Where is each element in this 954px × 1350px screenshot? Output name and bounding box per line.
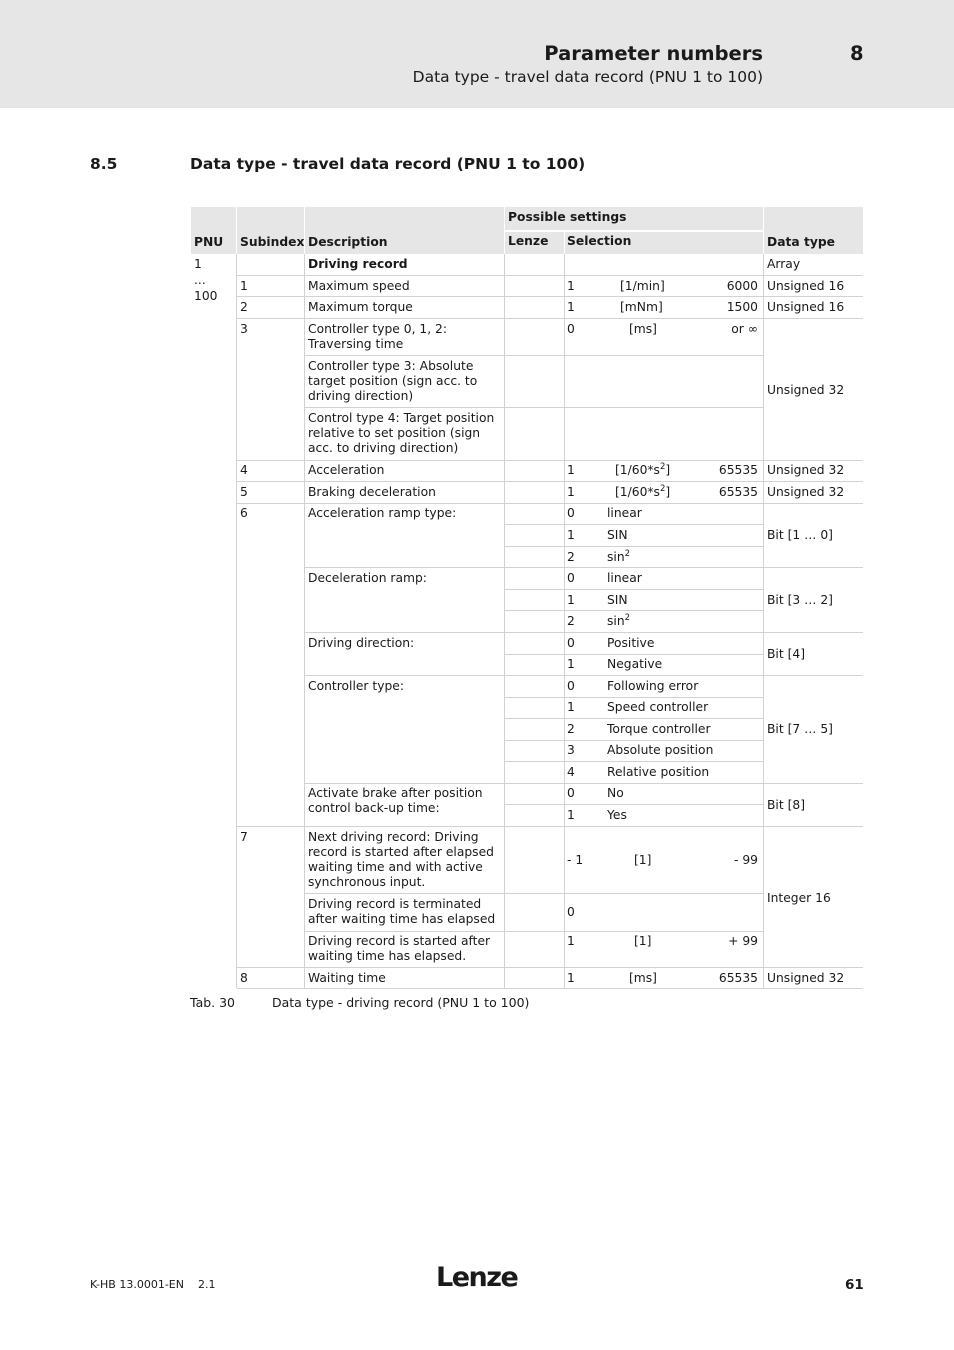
- max-value: 65535: [718, 971, 758, 985]
- chapter-number: 8: [850, 42, 864, 65]
- header-subtitle: Data type - travel data record (PNU 1 to 100): [412, 68, 763, 86]
- option-value: 3: [567, 743, 575, 757]
- option-label: [607, 614, 630, 629]
- subindex-5: 5: [240, 485, 248, 499]
- desc-relative-target: Control type 4: Target position relative to set position (sign acc. to driving direction): [308, 411, 495, 455]
- min-value: - 1: [567, 853, 584, 867]
- min-value: 1: [567, 300, 575, 314]
- desc-traversing-time: Controller type 0, 1, 2: Traversing time: [308, 322, 448, 351]
- row-divider: [505, 697, 763, 698]
- page-header: [0, 0, 954, 108]
- unit-base: [1/60*s: [615, 485, 660, 499]
- col-header-data-type: Data type: [767, 235, 835, 249]
- pnu-last: 100: [194, 289, 218, 303]
- desc-activate-brake: Activate brake after position control back-up time:: [308, 786, 483, 815]
- subindex-2: 2: [240, 300, 248, 314]
- desc-record-terminated: Driving record is terminated after waiting time has elapsed: [308, 897, 496, 926]
- unit-close: ]: [665, 463, 671, 477]
- desc-driving-direction: Driving direction:: [308, 636, 415, 650]
- subindex-4: 4: [240, 463, 248, 477]
- col-divider: [304, 254, 305, 826]
- data-type: Bit [8]: [767, 798, 806, 812]
- option-label: Negative: [607, 657, 663, 671]
- row-divider: [237, 988, 863, 989]
- min-value: 1: [567, 971, 575, 985]
- max-value: or ∞: [731, 322, 758, 336]
- max-value: 6000: [726, 279, 758, 293]
- document-number: K-HB 13.0001-EN: [90, 1278, 184, 1291]
- option-value: 0: [567, 571, 575, 585]
- option-label: Torque controller: [607, 722, 711, 736]
- col-divider: [236, 254, 237, 988]
- data-type: Unsigned 32: [767, 485, 845, 499]
- row-divider: [505, 740, 763, 741]
- option-label: Speed controller: [607, 700, 709, 714]
- option-label: SIN: [607, 528, 628, 542]
- unit-exponent: 2: [659, 484, 666, 494]
- row-divider: [237, 296, 863, 297]
- page-number: 61: [845, 1277, 864, 1293]
- option-value: 2: [567, 550, 575, 564]
- option-value: 1: [567, 808, 575, 822]
- row-divider: [505, 546, 763, 547]
- row-divider: [237, 318, 863, 319]
- row-divider: [305, 783, 863, 784]
- unit-close: ]: [665, 485, 671, 499]
- col-divider: [564, 254, 565, 988]
- col-divider: [504, 254, 505, 988]
- row-divider: [237, 481, 863, 482]
- row-divider: [505, 718, 763, 719]
- data-type: Unsigned 32: [767, 463, 845, 477]
- option-label: linear: [607, 571, 642, 585]
- data-type: Bit [4]: [767, 647, 806, 661]
- row-divider: [237, 275, 863, 276]
- pnu-dots: ...: [194, 273, 206, 287]
- min-value: 0: [567, 322, 575, 336]
- min-value: 0: [567, 905, 575, 919]
- data-type: Unsigned 16: [767, 300, 845, 314]
- option-label: No: [607, 786, 624, 800]
- unit: [615, 485, 670, 500]
- document-id: [90, 1278, 215, 1291]
- row-divider: [505, 589, 763, 590]
- option-value: 1: [567, 657, 575, 671]
- desc-max-speed: Maximum speed: [308, 279, 410, 293]
- unit-base: [1/60*s: [615, 463, 660, 477]
- row-divider: [505, 804, 763, 805]
- col-header-description: Description: [308, 235, 388, 249]
- option-label: Following error: [607, 679, 699, 693]
- desc-max-torque: Maximum torque: [308, 300, 413, 314]
- desc-absolute-target: Controller type 3: Absolute target position (sign acc. to driving direction): [308, 359, 478, 403]
- data-type: Integer 16: [767, 891, 831, 905]
- section-number: 8.5: [90, 155, 118, 173]
- option-label: linear: [607, 506, 642, 520]
- unit: [1]: [634, 934, 652, 948]
- option-label-exponent: 2: [624, 549, 631, 559]
- min-value: 1: [567, 485, 575, 499]
- desc-acceleration-ramp: Acceleration ramp type:: [308, 506, 457, 520]
- option-value: 1: [567, 593, 575, 607]
- option-label: Positive: [607, 636, 655, 650]
- data-type: Bit [7 … 5]: [767, 722, 833, 736]
- subindex-6: 6: [240, 506, 248, 520]
- option-label: SIN: [607, 593, 628, 607]
- type-array: Array: [767, 257, 801, 271]
- data-type: Unsigned 32: [767, 971, 845, 985]
- desc-driving-record: Driving record: [308, 257, 408, 271]
- table-caption-text: Data type - driving record (PNU 1 to 100): [272, 995, 530, 1010]
- max-value: 65535: [718, 463, 758, 477]
- subindex-8: 8: [240, 971, 248, 985]
- max-value: 1500: [726, 300, 758, 314]
- data-type: Bit [1 … 0]: [767, 528, 833, 542]
- option-label: Yes: [607, 808, 627, 822]
- desc-record-started: Driving record is started after waiting time has elapsed.: [308, 934, 491, 963]
- option-label: Relative position: [607, 765, 710, 779]
- desc-waiting-time: Waiting time: [308, 971, 386, 985]
- data-type: Unsigned 16: [767, 279, 845, 293]
- option-label-exponent: 2: [624, 613, 631, 623]
- data-type: Unsigned 32: [767, 383, 845, 397]
- row-divider: [305, 675, 863, 676]
- header-title: Parameter numbers: [544, 42, 763, 65]
- subindex-7: 7: [240, 830, 248, 844]
- option-value: 1: [567, 700, 575, 714]
- desc-acceleration: Acceleration: [308, 463, 385, 477]
- min-value: 1: [567, 279, 575, 293]
- col-divider: [763, 254, 764, 988]
- row-divider: [305, 407, 763, 408]
- desc-controller-type: Controller type:: [308, 679, 405, 693]
- row-divider: [505, 610, 763, 611]
- col-header-pnu: PNU: [194, 235, 224, 249]
- row-divider: [237, 460, 863, 461]
- col-header-subindex: Subindex: [240, 235, 305, 249]
- desc-deceleration-ramp: Deceleration ramp:: [308, 571, 427, 585]
- row-divider: [237, 503, 863, 504]
- row-divider: [305, 632, 863, 633]
- subindex-1: 1: [240, 279, 248, 293]
- desc-next-driving-record: Next driving record: Driving record is started after elapsed waiting time and with active synchronous input.: [308, 830, 494, 889]
- unit: [ms]: [629, 322, 657, 336]
- unit: [ms]: [629, 971, 657, 985]
- min-value: 1: [567, 934, 575, 948]
- option-value: 2: [567, 614, 575, 628]
- row-divider: [305, 931, 763, 932]
- pnu-first: 1: [194, 257, 202, 271]
- option-value: 4: [567, 765, 575, 779]
- data-type: Bit [3 … 2]: [767, 593, 833, 607]
- subindex-3: 3: [240, 322, 248, 336]
- col-header-possible-settings: Possible settings: [508, 210, 627, 224]
- max-value: - 99: [734, 853, 758, 867]
- unit: [1]: [634, 853, 652, 867]
- unit: [mNm]: [620, 300, 663, 314]
- row-divider: [505, 654, 763, 655]
- row-divider: [305, 567, 863, 568]
- col-header-selection: Selection: [567, 234, 632, 248]
- row-divider: [305, 893, 763, 894]
- row-divider: [237, 826, 863, 827]
- option-label-text: sin: [607, 614, 625, 628]
- option-value: 0: [567, 786, 575, 800]
- col-header-lenze: Lenze: [508, 234, 549, 248]
- option-value: 1: [567, 528, 575, 542]
- option-value: 0: [567, 636, 575, 650]
- min-value: 1: [567, 463, 575, 477]
- option-label-text: sin: [607, 550, 625, 564]
- max-value: 65535: [718, 485, 758, 499]
- option-value: 0: [567, 506, 575, 520]
- unit: [615, 463, 670, 478]
- document-version: 2.1: [197, 1278, 216, 1291]
- max-value: + 99: [728, 934, 758, 948]
- option-label: Absolute position: [607, 743, 714, 757]
- col-divider: [304, 826, 305, 988]
- section-title: Data type - travel data record (PNU 1 to 100): [190, 155, 586, 173]
- option-label: [607, 550, 630, 565]
- row-divider: [505, 761, 763, 762]
- unit: [1/min]: [620, 279, 665, 293]
- option-value: 2: [567, 722, 575, 736]
- desc-braking-deceleration: Braking deceleration: [308, 485, 436, 499]
- table-caption-label: Tab. 30: [190, 995, 236, 1010]
- row-divider: [237, 967, 863, 968]
- option-value: 0: [567, 679, 575, 693]
- unit-exponent: 2: [659, 462, 666, 472]
- row-divider: [305, 355, 763, 356]
- row-divider: [505, 524, 763, 525]
- lenze-logo: Lenze: [436, 1262, 518, 1293]
